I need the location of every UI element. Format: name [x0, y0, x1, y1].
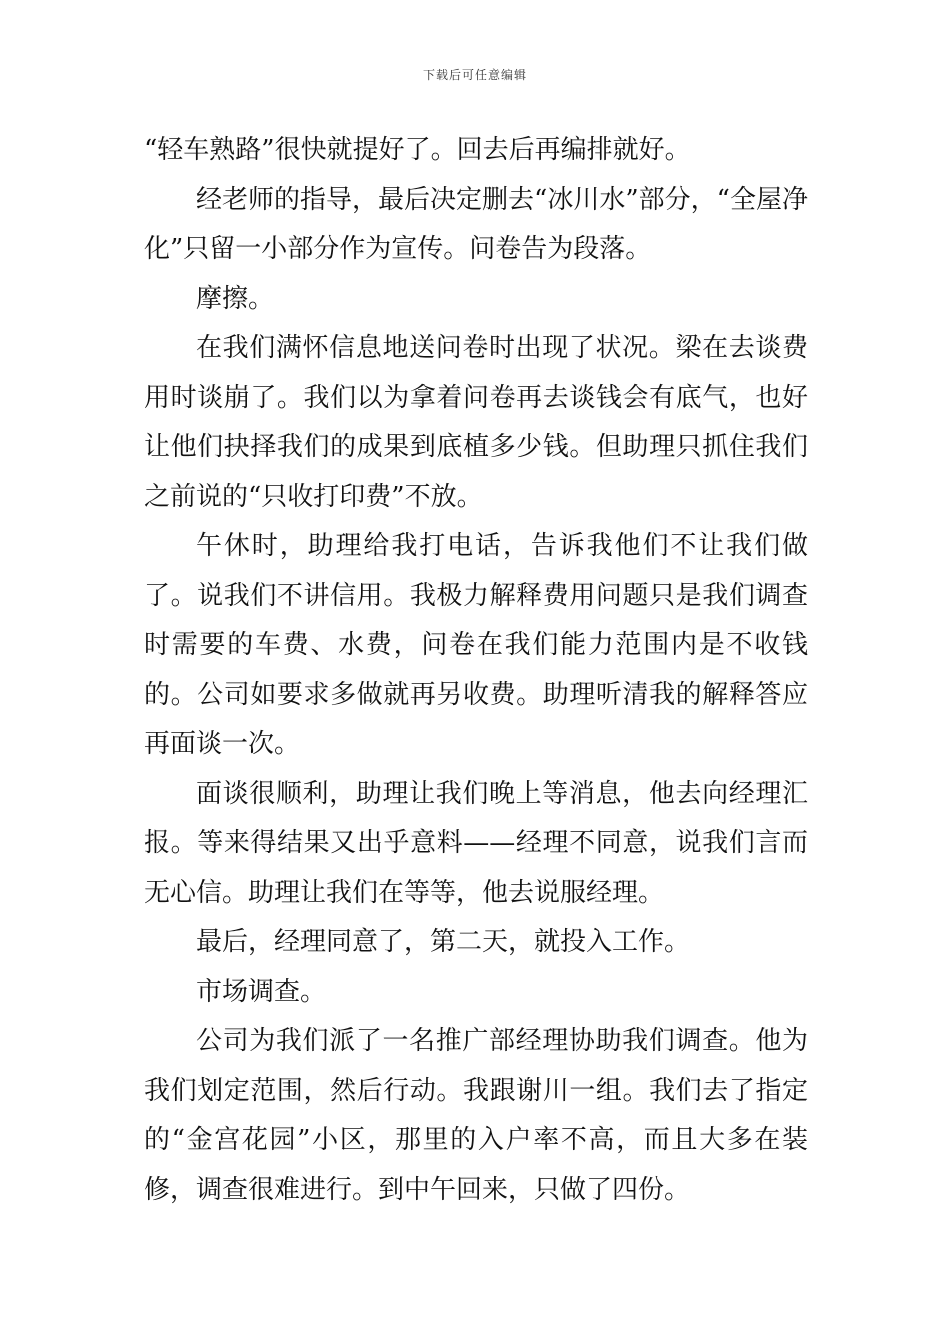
page-header: 下载后可任意编辑	[422, 68, 527, 82]
paragraph: 经老师的指导，最后决定删去“冰川水”部分，“全屋净化”只留一小部分作为宣传。问卷告为段落。	[144, 184, 808, 264]
section-heading: 摩擦。	[196, 283, 275, 314]
paragraph: 在我们满怀信息地送问卷时出现了状况。梁在去谈费用时谈崩了。我们以为拿着问卷再去谈钱会有底气，也好让他们抉择我们的成果到底植多少钱。但助理只抓住我们之前说的“只收打印费”不放。	[144, 333, 808, 512]
paragraph: 午休时，助理给我打电话，告诉我他们不让我们做了。说我们不讲信用。我极力解释费用问题只是我们调查时需要的车费、水费，问卷在我们能力范围内是不收钱的。公司如要求多做就再另收费。助理听清我的解释答应再面谈一次。	[144, 531, 808, 759]
paragraph: 公司为我们派了一名推广部经理协助我们调查。他为我们划定范围，然后行动。我跟谢川一组。我们去了指定的“金宫花园”小区，那里的入户率不高，而且大多在装修，调查很难进行。到中午回来，只做了四份。	[144, 1026, 808, 1205]
document-body	[144, 126, 808, 1215]
paragraph: “轻车熟路”很快就提好了。回去后再编排就好。	[144, 135, 691, 165]
paragraph: 最后，经理同意了，第二天，就投入工作。	[196, 927, 691, 957]
paragraph: 面谈很顺利，助理让我们晚上等消息，他去向经理汇报。等来得结果又出乎意料——经理不同意，说我们言而无心信。助理让我们在等等，他去说服经理。	[144, 778, 808, 908]
section-heading: 市场调查。	[196, 976, 327, 1007]
